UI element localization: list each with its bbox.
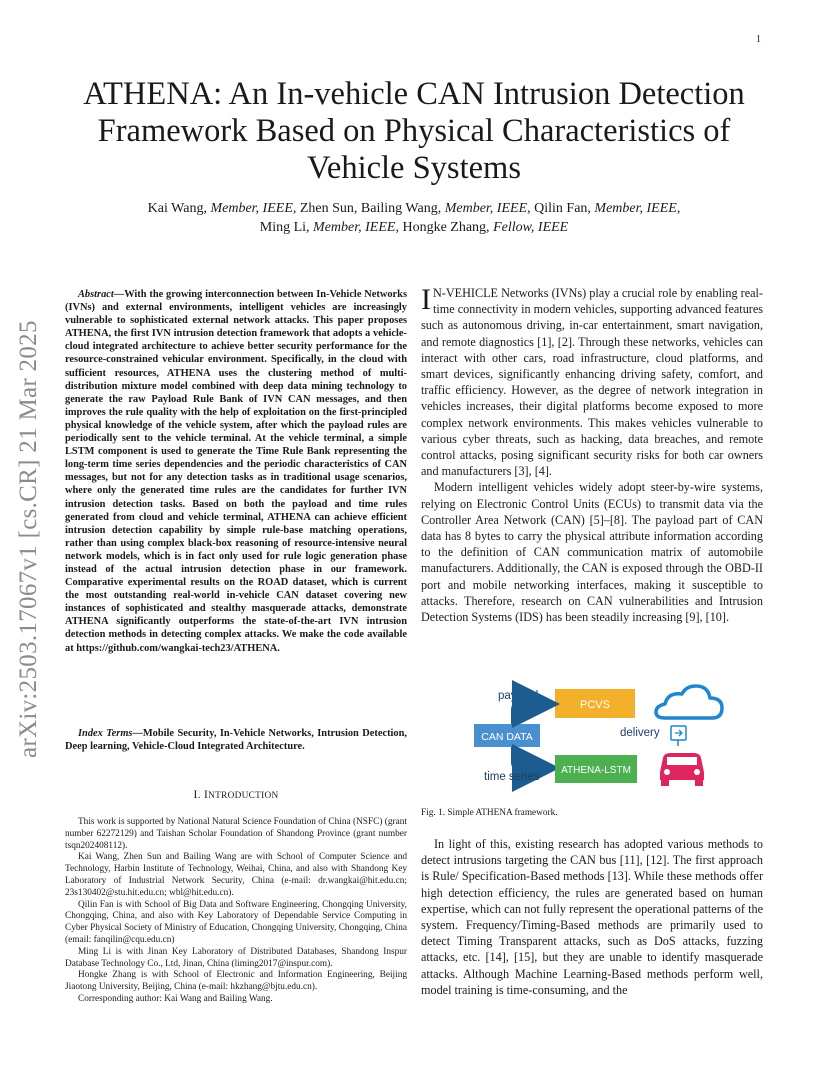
index-terms — [65, 727, 407, 753]
figure-athena-framework — [460, 676, 726, 792]
index-terms-dash: — — [132, 728, 143, 739]
pcvs-label: PCVS — [580, 699, 610, 711]
can-data-label: CAN DATA — [481, 731, 533, 743]
index-terms-body: Mobile Security, In-Vehicle Networks, Intrusion Detection, Deep learning, Vehicle-Cloud Integrated Architecture. — [65, 728, 407, 753]
intro-paragraph-2: Modern intelligent vehicles widely adopt steer-by-wire systems, relying on Electronic Control Units (ECUs) to transmit data via the Controller Area Network (CAN) [5]–[8]. The payload part of CAN data has 8 bytes to carry the physical attribute information according to the definition of CAN communication matrix of automobile manufacturers. Additionally, the CAN is exposed through the OBD-II port and mobile networking interfaces, making it susceptible to attacks. Therefore, research on CAN vulnerabilities and Intrusion Detection Systems (IDS) has been steadily increasing [9], [10]. — [421, 480, 763, 625]
author-role: Fellow, IEEE — [493, 220, 569, 235]
introduction-body — [421, 285, 763, 625]
intro-lead-smallcaps: N-VEHICLE — [433, 286, 498, 300]
author-role: Member, IEEE — [210, 201, 293, 216]
author-kai-wang: Kai Wang, — [147, 201, 211, 216]
arxiv-stamp-text: arXiv:2503.17067v1 [cs.CR] 21 Mar 2025 — [15, 320, 42, 758]
arxiv-stamp — [14, 283, 44, 758]
author-qilin-fan: , Qilin Fan, — [527, 201, 595, 216]
athena-lstm-label: ATHENA-LSTM — [561, 765, 631, 776]
car-icon — [660, 753, 704, 786]
author-sun-wang: , Zhen Sun, Bailing Wang, — [292, 201, 445, 216]
arrow-to-pcvs — [514, 704, 548, 724]
footnote-funding: This work is supported by National Natural Science Foundation of China (NSFC) (grant number 62272129) and Taishan Scholar Foundation of Shandong Province (grant number tsqn202408112). — [65, 817, 407, 851]
footnote-corresponding: Corresponding author: Kai Wang and Bailing Wang. — [78, 993, 273, 1004]
abstract-body: With the growing interconnection between In-Vehicle Networks (IVNs) and external environments, intelligent vehicles are increasingly vulnerable to sophisticated external network attacks. This paper proposes ATHENA, the first IVN intrusion detection framework that adopts a vehicle-cloud integrated architecture to achieve better security performance for the resource-constrained vehicular environment. Specifically, in the cloud with sufficient resources, ATHENA uses the clustering method of multi-distribution mixture model combined with deep data mining technology to generate the raw Payload Rule Bank of IVN CAN messages, and then improves the rule quality with the help of exploitation on the first-principled physical knowledge of the vehicle system, after which the payload rules are periodically sent to the vehicle terminal. At the vehicle terminal, a simple LSTM component is used to generate the Time Rule Bank representing the long-term time series dependencies and the periodic characteristics of CAN messages, but not for any detection tasks as in traditional usage scenarios, where only the generated time rules are the candidates for further IVN intrusion detection tasks. Based on both the payload and time rules generated from cloud and vehicle terminal, ATHENA can achieve efficient intrusion detection capability by simple rule-base matching operations, rather than using complex black-box reasoning of resource-intensive neural network models, which is in fact only used for rule logic generation phase instead of the actual intrusion detection phase in our framework. Comparative experimental results on the ROAD dataset, which is current the most outstanding real-world in-vehicle CAN dataset covering new instances of sophisticated and stealthy masquerade attacks, demonstrate ATHENA significantly outperforms the state-of-the-art IVN intrusion detection methods in detecting complex attacks. We make the code available at https://github.com/wangkai-tech23/ATHENA. — [65, 289, 407, 654]
section-rest: NTRODUCTION — [208, 791, 279, 801]
delivery-label: delivery — [620, 727, 660, 739]
intro-paragraph-1-text: Networks (IVNs) play a crucial role by enabling real-time connectivity in modern vehicles, supporting advanced features such as autonomous driving, in-car entertainment, smart navigation, and remote diagnostics [1], [2]. Through these networks, vehicles can interact with other cars, road infrastructure, cloud platforms, and smart devices, significantly enhancing driving safety, comfort, and traffic efficiency. However, as the degree of network integration in vehicles increases, their digital platforms become exposed to more complex network environments. This makes vehicles vulnerable to various cyber threats, such as hacking, data breaches, and remote control attacks, posing significant security risks for both car owners and manufacturers [3], [4]. — [421, 286, 763, 479]
section-heading-introduction — [65, 789, 407, 801]
abstract — [65, 288, 407, 655]
cloud-icon — [656, 686, 722, 718]
author-role: Member, IEEE — [594, 201, 677, 216]
author-line-2 — [60, 218, 768, 237]
author-ming-li: Ming Li, — [259, 220, 314, 235]
author-list — [60, 199, 768, 237]
footnotes — [65, 817, 407, 1006]
section-numeral: I. — [193, 789, 204, 801]
author-role: Member, IEEE — [313, 220, 396, 235]
time-series-label: time series — [484, 771, 540, 783]
author-role: Member, IEEE — [444, 201, 528, 216]
section-first-letter: I — [203, 789, 209, 801]
payload-label: payload — [498, 690, 539, 702]
delivery-icon — [671, 726, 686, 746]
intro-paragraph-1 — [421, 285, 763, 479]
drop-cap: I — [421, 283, 431, 316]
footnote-affiliation-inspur: Ming Li is with Jinan Key Laboratory of Distributed Databases, Shandong Inspur Database Technology Co., Ltd, Jinan, China (liming2017@inspur.com). — [65, 946, 407, 969]
abstract-dash: — — [113, 289, 125, 300]
framework-diagram — [460, 676, 726, 792]
paper-title: ATHENA: An In-vehicle CAN Intrusion Detection Framework Based on Physical Characteristics of Vehicle Systems — [83, 76, 745, 186]
footnote-affiliation-bjtu: Hongke Zhang is with School of Electronic and Information Engineering, Beijing Jiaotong University, Beijing, China (e-mail: hkzhang@bjtu.edu.cn). — [65, 970, 407, 993]
arrow-to-athena-lstm — [514, 747, 548, 768]
footnote-affiliation-hit: Kai Wang, Zhen Sun and Bailing Wang are with School of Computer Science and Technology, Harbin Institute of Technology, Weihai, China, and also with Shandong Key Laboratory of Industrial Network Security, China (e-mail: dr.wangkai@hit.edu.cn; 23s130402@stu.hit.edu.cn; wbl@hit.edu.cn). — [65, 852, 407, 898]
figure-caption: Fig. 1. Simple ATHENA framework. — [421, 808, 558, 818]
author-separator: , — [676, 201, 681, 216]
index-terms-label: Index Terms — [78, 728, 133, 739]
author-hongke-zhang: , Hongke Zhang, — [395, 220, 494, 235]
abstract-label: Abstract — [78, 289, 114, 300]
page-number: 1 — [756, 34, 761, 45]
author-line-1 — [60, 199, 768, 218]
footnote-affiliation-cqu: Qilin Fan is with School of Big Data and Software Engineering, Chongqing University, Chongqing, China, and also with Key Laboratory of Dependable Service Computing in Cyber Physical Society of Ministry of Education, Chongqing University, Chongqing, China (email: fanqilin@cqu.edu.cn) — [65, 899, 407, 945]
intro-paragraph-3: In light of this, existing research has adopted various methods to detect intrusions targeting the CAN bus [11], [12]. The first approach is Rule/ Specification-Based methods [13]. While these methods offer high detection efficiency, the rules are generated based on human expertise, which can not fully represent the operational patterns of the system. Frequency/Timing-Based methods are primarily used to detect Timing Transparent attacks, such as DoS attacks, fuzzing attacks, etc. [14], [15], but they are unable to identify masquerade attacks. Although Machine Learning-Based methods perform well, model training is time-consuming, and the — [421, 837, 763, 997]
